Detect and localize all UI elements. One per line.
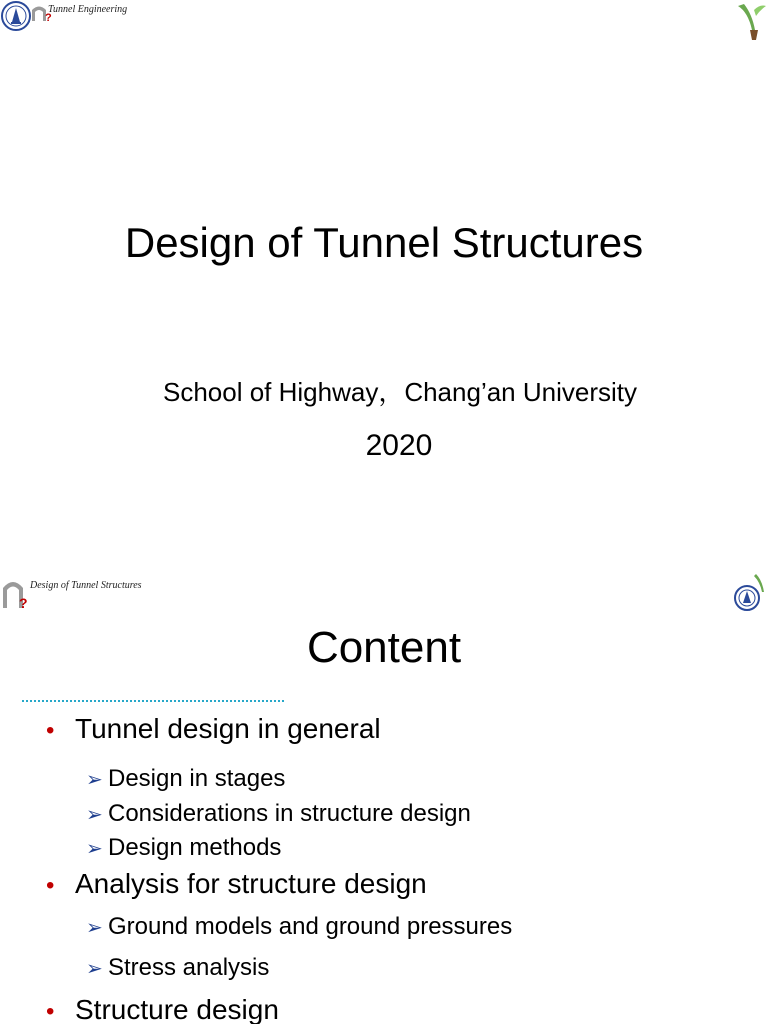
arrow-bullet-icon: ➢ [86, 769, 103, 791]
course-header: Tunnel Engineering [48, 4, 128, 15]
list-item: • Structure design [46, 993, 279, 1024]
list-item: ➢ Stress analysis [86, 953, 269, 984]
content-slide [0, 560, 768, 1024]
bullet-icon: • [46, 872, 55, 899]
list-item: ➢ Design methods [86, 833, 281, 864]
university-seal-icon [0, 0, 32, 32]
title-divider [22, 700, 284, 702]
arrow-bullet-icon: ➢ [86, 958, 103, 980]
list-item: ➢ Ground models and ground pressures [86, 912, 512, 943]
list-item: ➢ Considerations in structure design [86, 799, 471, 830]
svg-text:?: ? [45, 12, 52, 22]
tunnel-emblem-icon [2, 574, 30, 610]
slide-title: Design of Tunnel Structures [124, 219, 644, 266]
list-item: • Analysis for structure design [46, 867, 427, 903]
year-label: 2020 [365, 429, 433, 462]
arrow-bullet-icon: ➢ [86, 838, 103, 860]
institution-name: School of Highway，Chang’an University [162, 377, 637, 407]
university-seal-icon [732, 574, 768, 612]
bullet-icon: • [46, 998, 55, 1024]
svg-text:?: ? [19, 595, 28, 610]
course-header: Design of Tunnel Structures [30, 580, 142, 591]
slide-title: Content [306, 623, 462, 672]
arrow-bullet-icon: ➢ [86, 804, 103, 826]
arrow-bullet-icon: ➢ [86, 917, 103, 939]
bullet-icon: • [46, 717, 55, 744]
list-item: ➢ Design in stages [86, 764, 285, 795]
tree-ornament-icon [730, 0, 768, 42]
list-item: • Tunnel design in general [46, 712, 381, 748]
